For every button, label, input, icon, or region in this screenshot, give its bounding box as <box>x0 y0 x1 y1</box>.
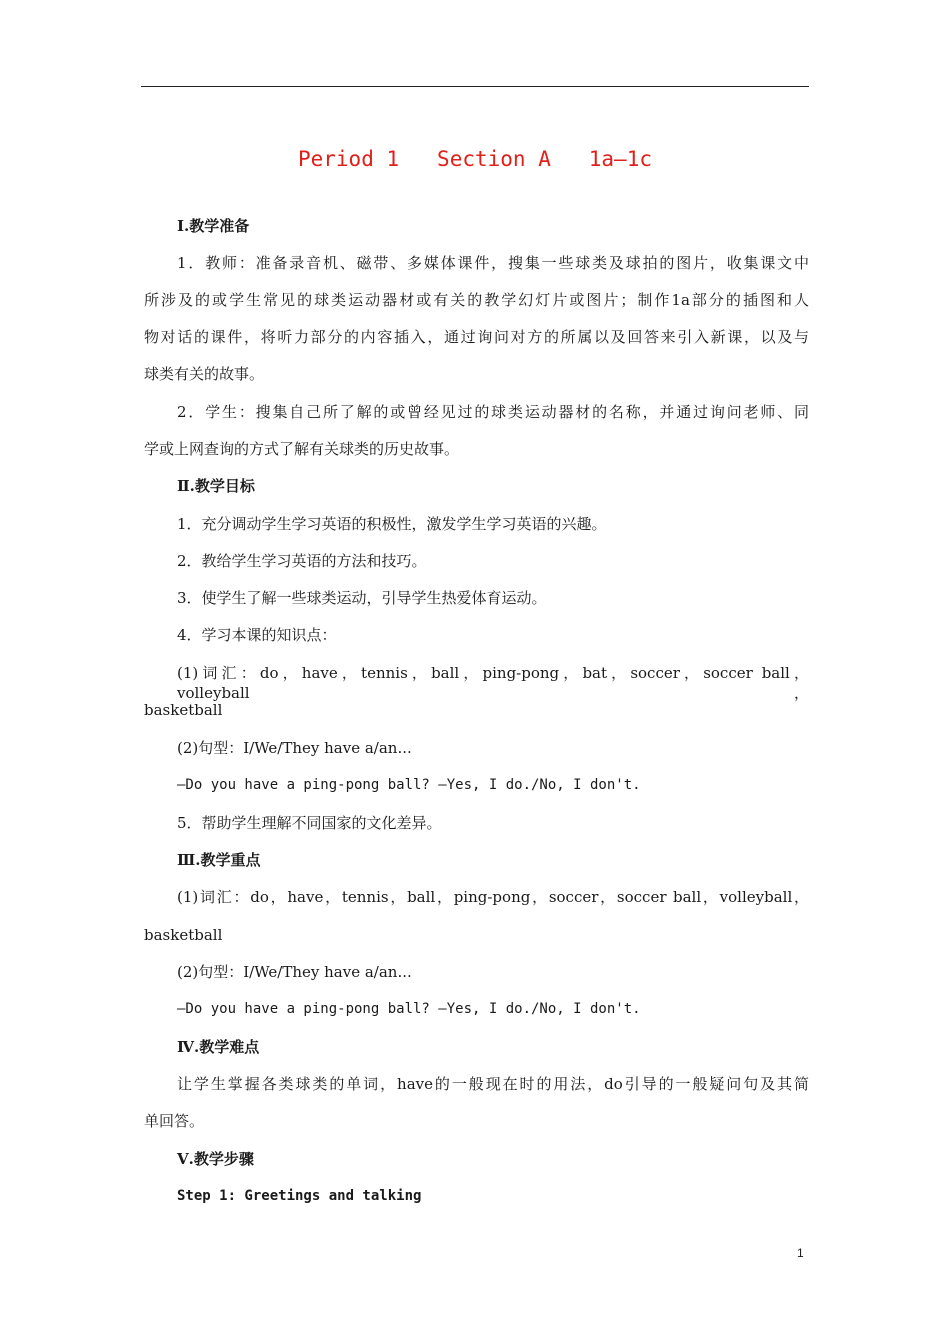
goal-item: 1．充分调动学生学习英语的积极性，激发学生学习英语的兴趣。 <box>177 515 607 533</box>
paragraph-line: 让学生掌握各类球类的单词，have的一般现在时的用法，do引导的一般疑问句及其简 <box>177 1075 809 1093</box>
section-heading-difficult: Ⅳ.教学难点 <box>177 1038 260 1056</box>
section-heading-prep: Ⅰ.教学准备 <box>177 217 250 235</box>
paragraph-line: 所涉及的或学生常见的球类运动器材或有关的教学幻灯片或图片；制作1a部分的插图和人 <box>144 291 809 309</box>
goal-item: 5．帮助学生理解不同国家的文化差异。 <box>177 814 442 832</box>
section-heading-steps: Ⅴ.教学步骤 <box>177 1150 254 1168</box>
header-rule <box>141 86 809 87</box>
section-heading-goals: Ⅱ.教学目标 <box>177 477 255 495</box>
page-title: Period 1 Section A 1a—1c <box>297 147 652 171</box>
goal-item: 3．使学生了解一些球类运动，引导学生热爱体育运动。 <box>177 589 547 607</box>
vocab-line: basketball <box>144 701 223 719</box>
step-heading: Step 1: Greetings and talking <box>177 1188 422 1204</box>
pattern-line: (2)句型：I/We/They have a/an... <box>177 963 412 981</box>
paragraph-line: 单回答。 <box>144 1112 205 1130</box>
page-number: 1 <box>797 1246 804 1260</box>
dialog-line: —Do you have a ping-pong ball? —Yes, I do./No, I don't. <box>177 777 641 793</box>
pattern-line: (2)句型：I/We/They have a/an... <box>177 739 412 757</box>
section-heading-key: Ⅲ.教学重点 <box>177 851 261 869</box>
vocab-line: (1)词汇：do，have，tennis，ball，ping-pong，soccer，soccer ball，volleyball， <box>177 888 809 906</box>
paragraph-line: 物对话的课件，将听力部分的内容插入，通过询问对方的所属以及回答来引入新课，以及与 <box>144 328 809 346</box>
goal-item: 4．学习本课的知识点： <box>177 626 337 644</box>
paragraph-line: 学或上网查询的方式了解有关球类的历史故事。 <box>144 440 460 458</box>
paragraph-line: 球类有关的故事。 <box>144 365 265 383</box>
vocab-line: basketball <box>144 926 223 944</box>
goal-item: 2．教给学生学习英语的方法和技巧。 <box>177 552 427 570</box>
paragraph-line: 1．教师：准备录音机、磁带、多媒体课件，搜集一些球类及球拍的图片，收集课文中 <box>177 254 809 272</box>
paragraph-line: 2．学生：搜集自己所了解的或曾经见过的球类运动器材的名称，并通过询问老师、同 <box>177 403 809 421</box>
dialog-line: —Do you have a ping-pong ball? —Yes, I do./No, I don't. <box>177 1001 641 1017</box>
vocab-line: (1)词汇：do，have，tennis，ball，ping-pong，bat，soccer，soccer ball，volleyball， <box>177 664 809 702</box>
